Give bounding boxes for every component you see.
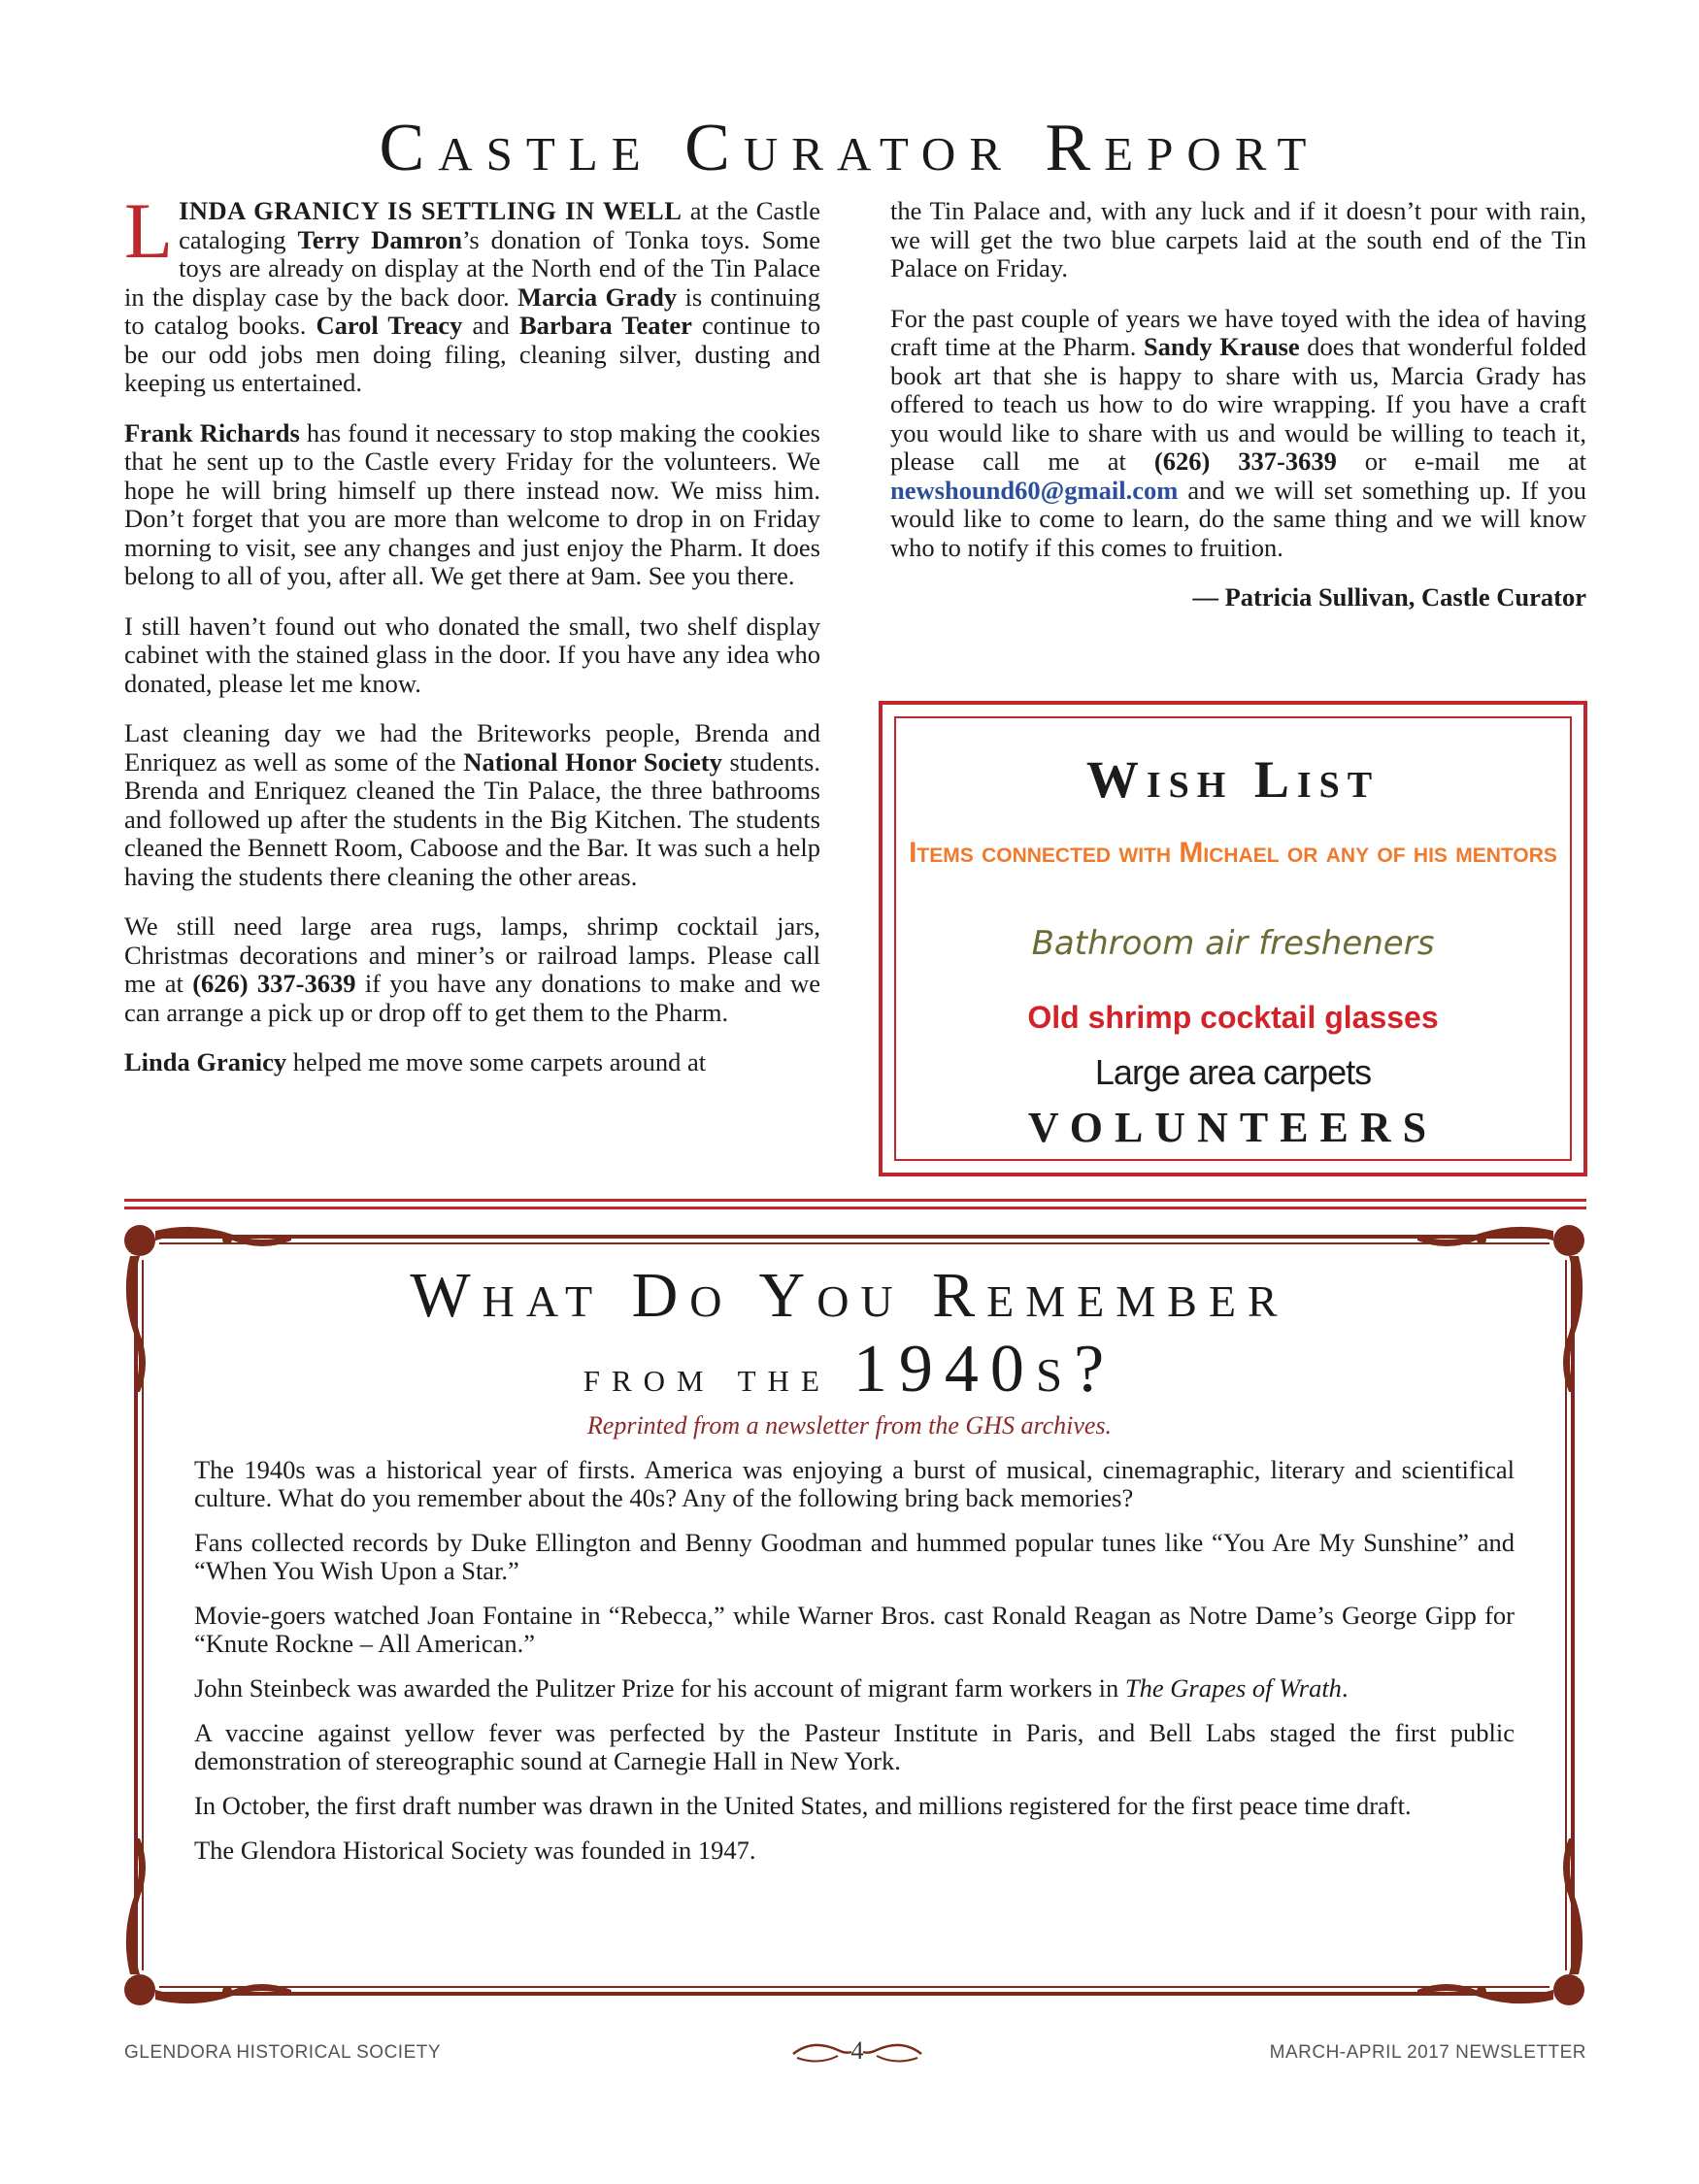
name-frank-richards: Frank Richards — [124, 417, 300, 447]
wish-item-shrimp-glasses: Old shrimp cocktail glasses — [1027, 1000, 1439, 1035]
text-run: helped me move some carpets around at — [286, 1047, 707, 1076]
text-run: and — [462, 311, 519, 340]
text-run: John Steinbeck was awarded the Pulitzer Prize for his account of migrant farm workers in — [194, 1673, 1125, 1703]
phone-number: (626) 337-3639 — [192, 969, 356, 998]
name-barbara-teater: Barbara Teater — [518, 311, 692, 340]
wish-item-michael: Items connected with Michael or any of his mentors — [909, 837, 1557, 869]
left-column — [124, 186, 821, 1099]
paragraph-tin-palace: the Tin Palace and, with any luck and if it doesn’t pour with rain, we will get the two blue carpets laid at the south end of the Tin Palace on Friday. — [890, 196, 1586, 282]
paragraph-cabinet: I still haven’t found out who donated the small, two shelf display cabinet with the stained glass in the door. If you have any idea who donated, please let me know. — [124, 611, 820, 698]
remember-body — [194, 1456, 1515, 1881]
wish-item-air-fresheners: Bathroom air fresheners — [1031, 924, 1435, 963]
corner-flourish-top-left — [124, 1225, 155, 1256]
lead-in: INDA GRANICY IS SETTLING IN WELL — [179, 196, 683, 225]
footer-newsletter-date: MARCH-APRIL 2017 NEWSLETTER — [1269, 2042, 1586, 2063]
remember-paragraph: The 1940s was a historical year of firsts. America was enjoying a burst of musical, cinemagraphic, literary and scientifical culture. What do you remember about the 40s? Any of the following bring back memories? — [194, 1455, 1515, 1512]
text-run: has found it necessary to stop making the cookies that he sent up to the Castle every Friday for the volunteers. We hope he will bring himself up there instead now. We miss him. Don’t forget that you are more than welcome to drop in on Friday morning to visit, see any changes and just enjoy the Pharm. It does belong to all of you, after all. We get there at 9am. See you there. — [124, 417, 820, 590]
remember-paragraph: Movie-goers watched Joan Fontaine in “Rebecca,” while Warner Bros. cast Ronald Reagan as Notre Dame’s George Gipp for “Knute Rockne – All American.” — [194, 1601, 1515, 1658]
phone-number: (626) 337-3639 — [1153, 447, 1337, 476]
page-title: Castle Curator Report — [379, 111, 1320, 185]
paragraph-cookies — [124, 419, 820, 591]
text-run: and we will set something up. If you would like to come to learn, do the same thing and we will know who to notify if this comes to fruition. — [890, 475, 1586, 562]
flourish-dot — [222, 1235, 232, 1244]
divider-rule — [124, 1199, 1586, 1202]
drop-cap: L — [124, 186, 174, 275]
footer-page-ornament — [789, 2033, 925, 2071]
wish-list-box — [879, 701, 1587, 1176]
divider-rule — [124, 1207, 1586, 1209]
book-title: The Grapes of Wrath — [1124, 1673, 1342, 1703]
name-terry-damron: Terry Damron — [297, 224, 462, 254]
name-marcia-grady: Marcia Grady — [517, 281, 678, 312]
text-run: For the past couple of years we have toyed with the idea of having craft time at the Pharm. — [890, 303, 1586, 361]
text-run: ’s donation of Tonka toys. Some toys are already on display at the North end of the Tin Palace in the display case by the back door. — [124, 224, 820, 312]
signature: — Patricia Sullivan, Castle Curator — [1192, 582, 1586, 612]
subtitle-text: from the — [583, 1353, 853, 1401]
corner-flourish-top-right — [1553, 1225, 1584, 1256]
wish-list-inner-border — [894, 716, 1572, 1161]
footer-society-name: GLENDORA HISTORICAL SOCIETY — [124, 2042, 442, 2063]
remember-subtitle — [0, 1332, 1699, 1406]
text-run: We still need large area rugs, lamps, shrimp cocktail jars, Christmas decorations and miner’s or railroad lamps. Please call me at — [124, 911, 820, 998]
name-carol-treacy: Carol Treacy — [316, 311, 463, 340]
corner-flourish-bottom-right — [1553, 1974, 1584, 2005]
text-run: or e-mail me at — [1336, 447, 1586, 476]
remember-paragraph: In October, the first draft number was drawn in the United States, and millions registered for the first peace time draft. — [194, 1791, 1412, 1820]
wish-item-carpets: Large area carpets — [1094, 1052, 1372, 1092]
text-run: does that wonderful folded book art that she is happy to share with us, Marcia Grady has offered to teach us how to do wire wrapping. If you have a craft you would like to share with us and would be willing to teach it, please call me at — [890, 332, 1586, 476]
paragraph-granicy — [124, 186, 821, 398]
name-sandy-krause: Sandy Krause — [1143, 332, 1300, 361]
subtitle-question-mark: ? — [1074, 1332, 1116, 1406]
text-run: Last cleaning day we had the Briteworks people, Brenda and Enriquez as well as some of the — [124, 718, 820, 777]
remember-title: What Do You Remember — [410, 1260, 1289, 1331]
paragraph-carpets — [124, 1048, 820, 1077]
paragraph-craft-time — [890, 305, 1586, 563]
text-run: continue to be our odd jobs men doing filing, cleaning silver, dusting and keeping us entertained. — [124, 311, 821, 397]
corner-flourish-bottom-left — [124, 1974, 155, 2005]
subtitle-decade: 1940s — [852, 1332, 1075, 1406]
page-footer — [124, 2036, 1586, 2066]
flourish-dot — [1477, 1235, 1486, 1244]
text-run: at the Castle cataloging — [179, 196, 820, 254]
email-link[interactable]: newshound60@gmail.com — [890, 475, 1179, 505]
right-column — [890, 197, 1586, 634]
reprint-note: Reprinted from a newsletter from the GHS archives. — [586, 1411, 1113, 1439]
text-run: students. Brenda and Enriquez cleaned the Tin Palace, the three bathrooms and followed up after the students in the Big Kitchen. The students cleaned the Bennett Room, Caboose and the Bar. It was such a help having the students there cleaning the other areas. — [124, 746, 820, 891]
text-run: if you have any donations to make and we can arrange a pick up or drop off to get them to the Pharm. — [124, 969, 821, 1027]
remember-paragraph: A vaccine against yellow fever was perfected by the Pasteur Institute in Paris, and Bell Labs staged the first public demonstration of stereographic sound at Carnegie Hall in New York. — [194, 1718, 1515, 1775]
name-linda-granicy: Linda Granicy — [124, 1047, 287, 1076]
remember-paragraph: The Glendora Historical Society was founded in 1947. — [194, 1836, 756, 1865]
text-run: is continuing to catalog books. — [124, 281, 820, 340]
paragraph-cleaning — [124, 719, 820, 891]
paragraph-needs — [124, 912, 820, 1027]
wish-list-title: Wish List — [1085, 750, 1381, 809]
flourish-dot — [222, 1986, 232, 1996]
remember-paragraph: Fans collected records by Duke Ellington and Benny Goodman and hummed popular tunes like “You Are My Sunshine” and “When You Wish Upon a Star.” — [194, 1528, 1515, 1585]
remember-paragraph — [194, 1674, 1515, 1703]
flourish-dot — [1477, 1986, 1486, 1996]
page-number: 4 — [850, 2036, 864, 2065]
name-honor-society: National Honor Society — [463, 746, 722, 777]
wish-item-volunteers: VOLUNTEERS — [1027, 1104, 1439, 1151]
text-run: . — [1341, 1673, 1349, 1703]
